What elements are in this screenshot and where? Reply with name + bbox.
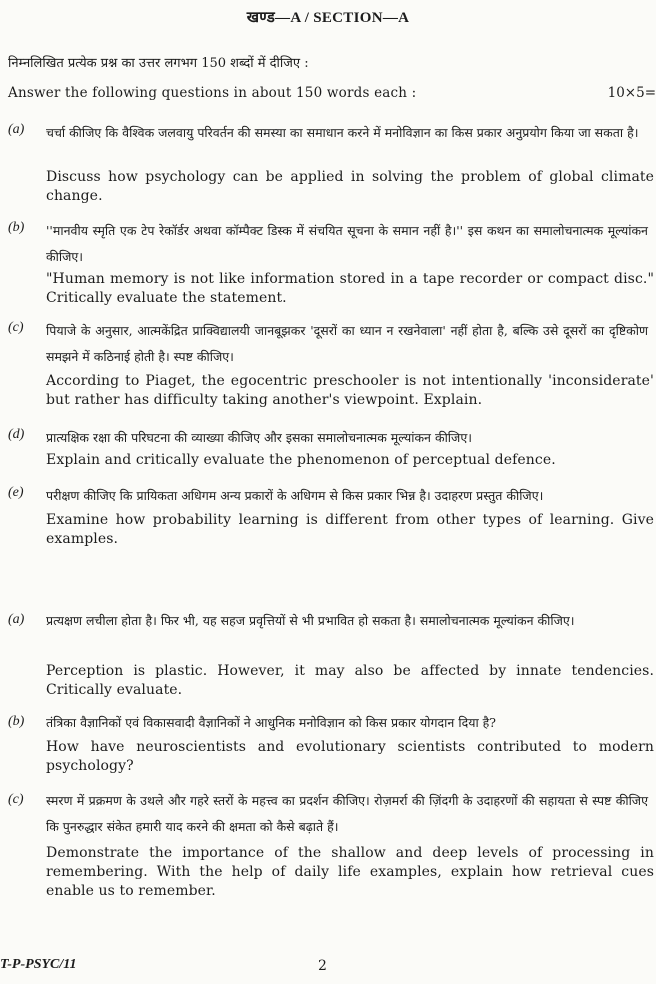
marks-allocation: 10×5= <box>607 85 656 101</box>
question-english: Explain and critically evaluate the phenomenon of perceptual defence. <box>46 452 556 468</box>
question-english: According to Piaget, the egocentric preschooler is not intentionally 'inconsiderate' but rather has difficulty taking another's viewpoint. Explain. <box>46 373 654 408</box>
question-english: Perception is plastic. However, it may also be affected by innate tendencies. Critically evaluate. <box>46 663 654 698</box>
question-hindi: ''मानवीय स्मृति एक टेप रेकॉर्डर अथवा कॉम्पैक्ट डिस्क में संचयित सूचना के समान नहीं है।'' इस कथन का समालोचनात्मक मूल्यांकन कीजिए। <box>46 223 648 264</box>
section-heading: खण्ड—A / SECTION—A <box>246 10 410 26</box>
question-label: (c) <box>8 320 24 335</box>
page-number: 2 <box>318 958 327 974</box>
question-label: (b) <box>8 220 25 235</box>
question-hindi: प्रत्यक्षण लचीला होता है। फिर भी, यह सहज प्रवृत्तियों से भी प्रभावित हो सकता है। समालोचनात्मक मूल्यांकन कीजिए। <box>46 613 575 628</box>
question-label: (a) <box>8 612 25 627</box>
question-hindi: पियाजे के अनुसार, आत्मकेंद्रित प्राक्विद्यालयी जानबूझकर 'दूसरों का ध्यान न रखनेवाला' नहीं होता है, बल्कि उसे दूसरों का दृष्टिकोण समझने में कठिनाई होती है। स्पष्ट कीजिए। <box>46 323 648 364</box>
question-label: (c) <box>8 792 24 807</box>
question-label: (a) <box>8 122 25 137</box>
question-english: Examine how probability learning is different from other types of learning. Give examples. <box>46 512 654 547</box>
instruction-english: Answer the following questions in about 150 words each : <box>8 85 417 101</box>
instruction-hindi: निम्नलिखित प्रत्येक प्रश्न का उत्तर लगभग 150 शब्दों में दीजिए : <box>8 56 309 71</box>
question-label: (b) <box>8 714 25 729</box>
question-label: (d) <box>8 427 25 442</box>
question-english: "Human memory is not like information stored in a tape recorder or compact disc." Critically evaluate the statement. <box>46 271 654 306</box>
question-english: How have neuroscientists and evolutionary scientists contributed to modern psychology? <box>46 739 654 774</box>
question-hindi: चर्चा कीजिए कि वैश्विक जलवायु परिवर्तन की समस्या का समाधान करने में मनोविज्ञान का किस प्रकार अनुप्रयोग किया जा सकता है। <box>46 125 639 140</box>
question-label: (e) <box>8 485 24 500</box>
question-hindi: प्रात्यक्षिक रक्षा की परिघटना की व्याख्या कीजिए और इसका समालोचनात्मक मूल्यांकन कीजिए। <box>46 430 472 445</box>
paper-code: T-P-PSYC/11 <box>0 957 77 972</box>
question-english: Demonstrate the importance of the shallow and deep levels of processing in remembering. With the help of daily life examples, explain how retrieval cues enable us to remember. <box>46 845 654 899</box>
question-hindi: तंत्रिका वैज्ञानिकों एवं विकासवादी वैज्ञानिकों ने आधुनिक मनोविज्ञान को किस प्रकार योगदान दिया है? <box>46 715 497 730</box>
question-english: Discuss how psychology can be applied in solving the problem of global climate change. <box>46 169 654 204</box>
question-hindi: परीक्षण कीजिए कि प्रायिकता अधिगम अन्य प्रकारों के अधिगम से किस प्रकार भिन्न है। उदाहरण प्रस्तुत कीजिए। <box>46 488 544 503</box>
question-hindi: स्मरण में प्रक्रमण के उथले और गहरे स्तरों के महत्त्व का प्रदर्शन कीजिए। रोज़मर्रा की ज़िंदगी के उदाहरणों की सहायता से स्पष्ट कीजिए कि पुनरुद्धार संकेत हमारी याद करने की क्षमता को कैसे बढ़ाते हैं। <box>46 793 648 834</box>
